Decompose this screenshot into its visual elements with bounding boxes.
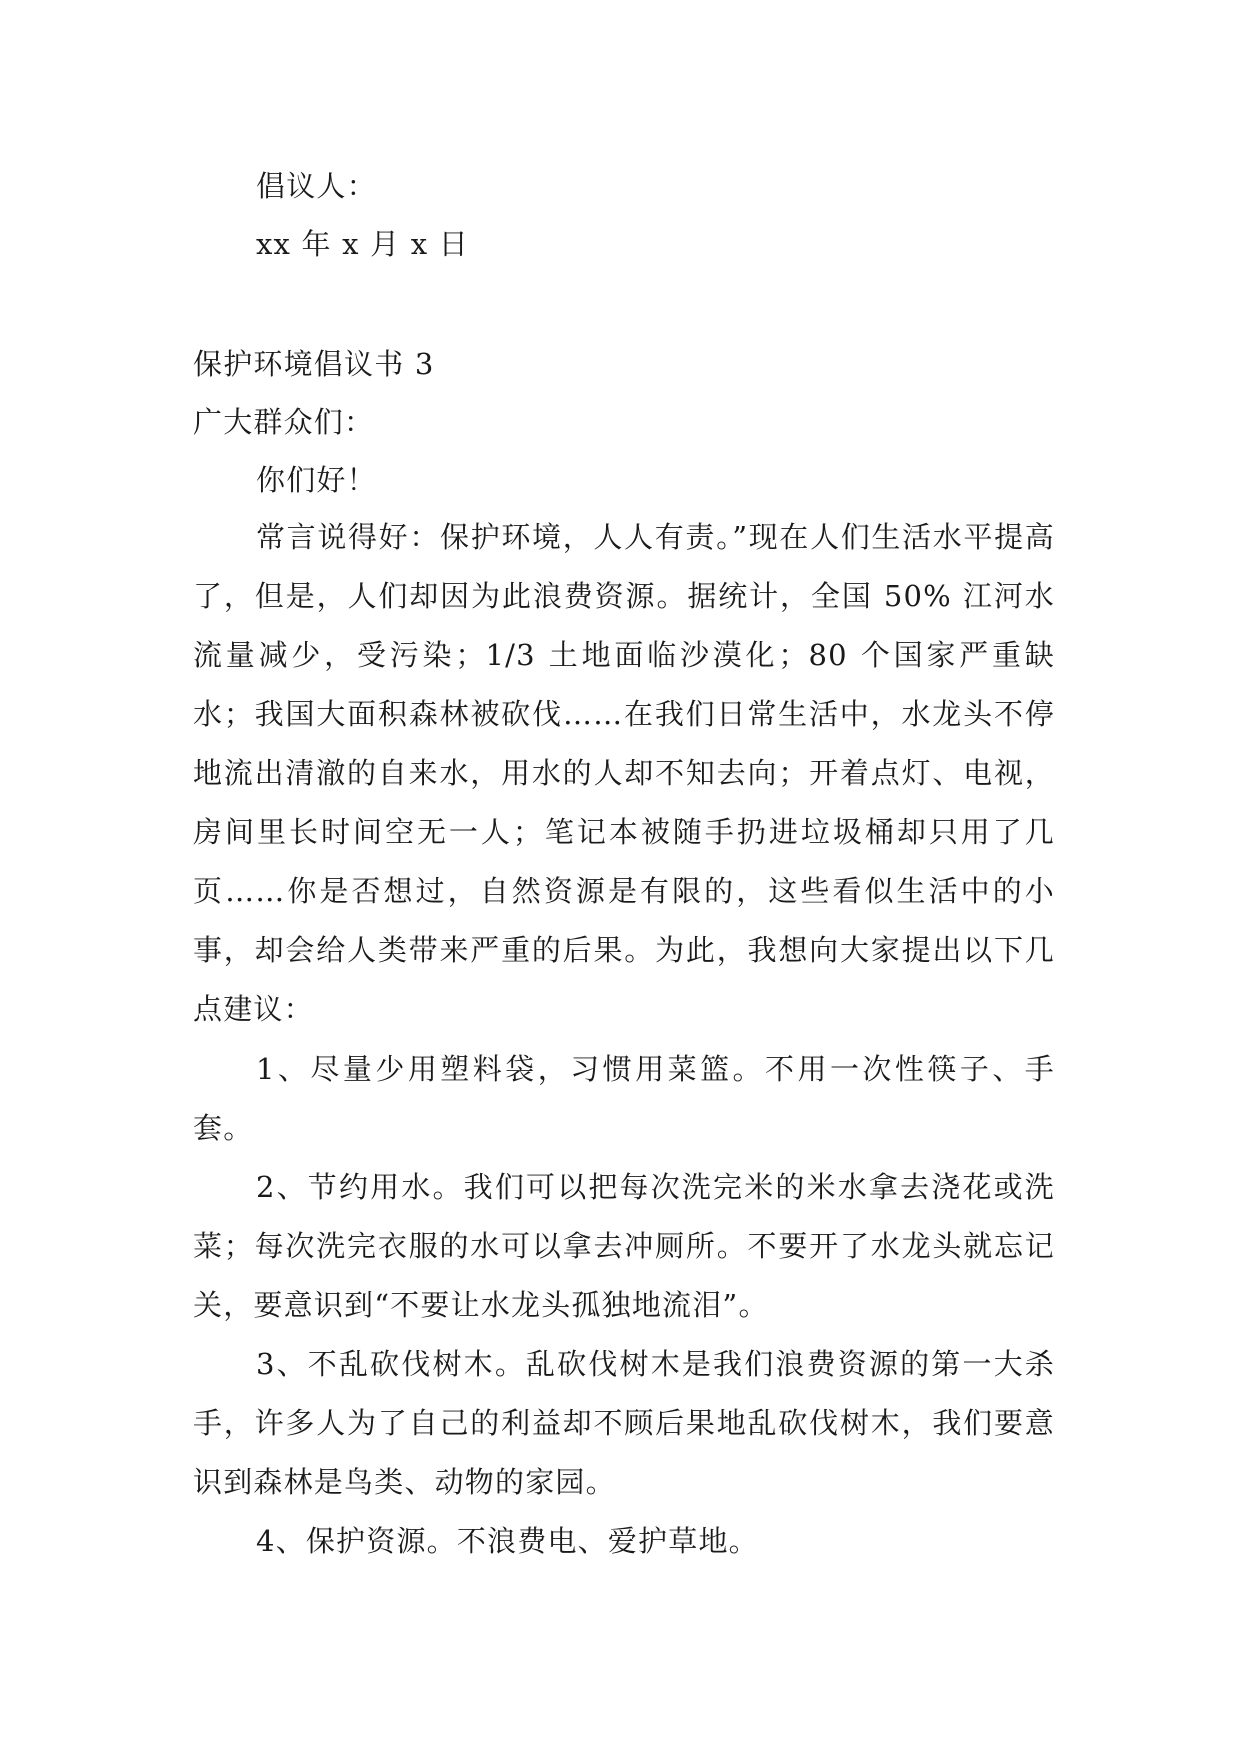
intro-paragraph: 常言说得好：保护环境，人人有责。”现在人们生活水平提高了，但是，人们却因为此浪费资源。据统计，全国 50% 江河水流量减少，受污染；1/3 土地面临沙漠化；80 个国家严重缺水；我国大面积森林被砍伐……在我们日常生活中，水龙头不停地流出清澈的自来水，用水的人却不知去向；开着点灯、电视，房间里长时间空无一人；笔记本被随手扔进垃圾桶却只用了几页……你是否想过，自然资源是有限的，这些看似生活中的小事，却会给人类带来严重的后果。为此，我想向大家提出以下几点建议： — [193, 520, 1055, 1026]
suggestion-item-2: 2、节约用水。我们可以把每次洗完米的米水拿去浇花或洗菜；每次洗完衣服的水可以拿去冲厕所。不要开了水龙头就忘记关，要意识到“不要让水龙头孤独地流泪”。 — [193, 1170, 1055, 1322]
document-title: 保护环境倡议书 3 — [193, 347, 435, 381]
greeting: 你们好！ — [256, 463, 377, 497]
proposer-label: 倡议人： — [256, 169, 377, 203]
salutation: 广大群众们： — [193, 405, 375, 439]
signature-date: xx 年 x 月 x 日 — [256, 227, 469, 261]
suggestion-item-3: 3、不乱砍伐树木。乱砍伐树木是我们浪费资源的第一大杀手，许多人为了自己的利益却不顾后果地乱砍伐树木，我们要意识到森林是鸟类、动物的家园。 — [193, 1347, 1055, 1499]
suggestion-item-4: 4、保护资源。不浪费电、爱护草地。 — [256, 1524, 759, 1558]
suggestion-item-1: 1、尽量少用塑料袋，习惯用菜篮。不用一次性筷子、手套。 — [193, 1052, 1055, 1145]
